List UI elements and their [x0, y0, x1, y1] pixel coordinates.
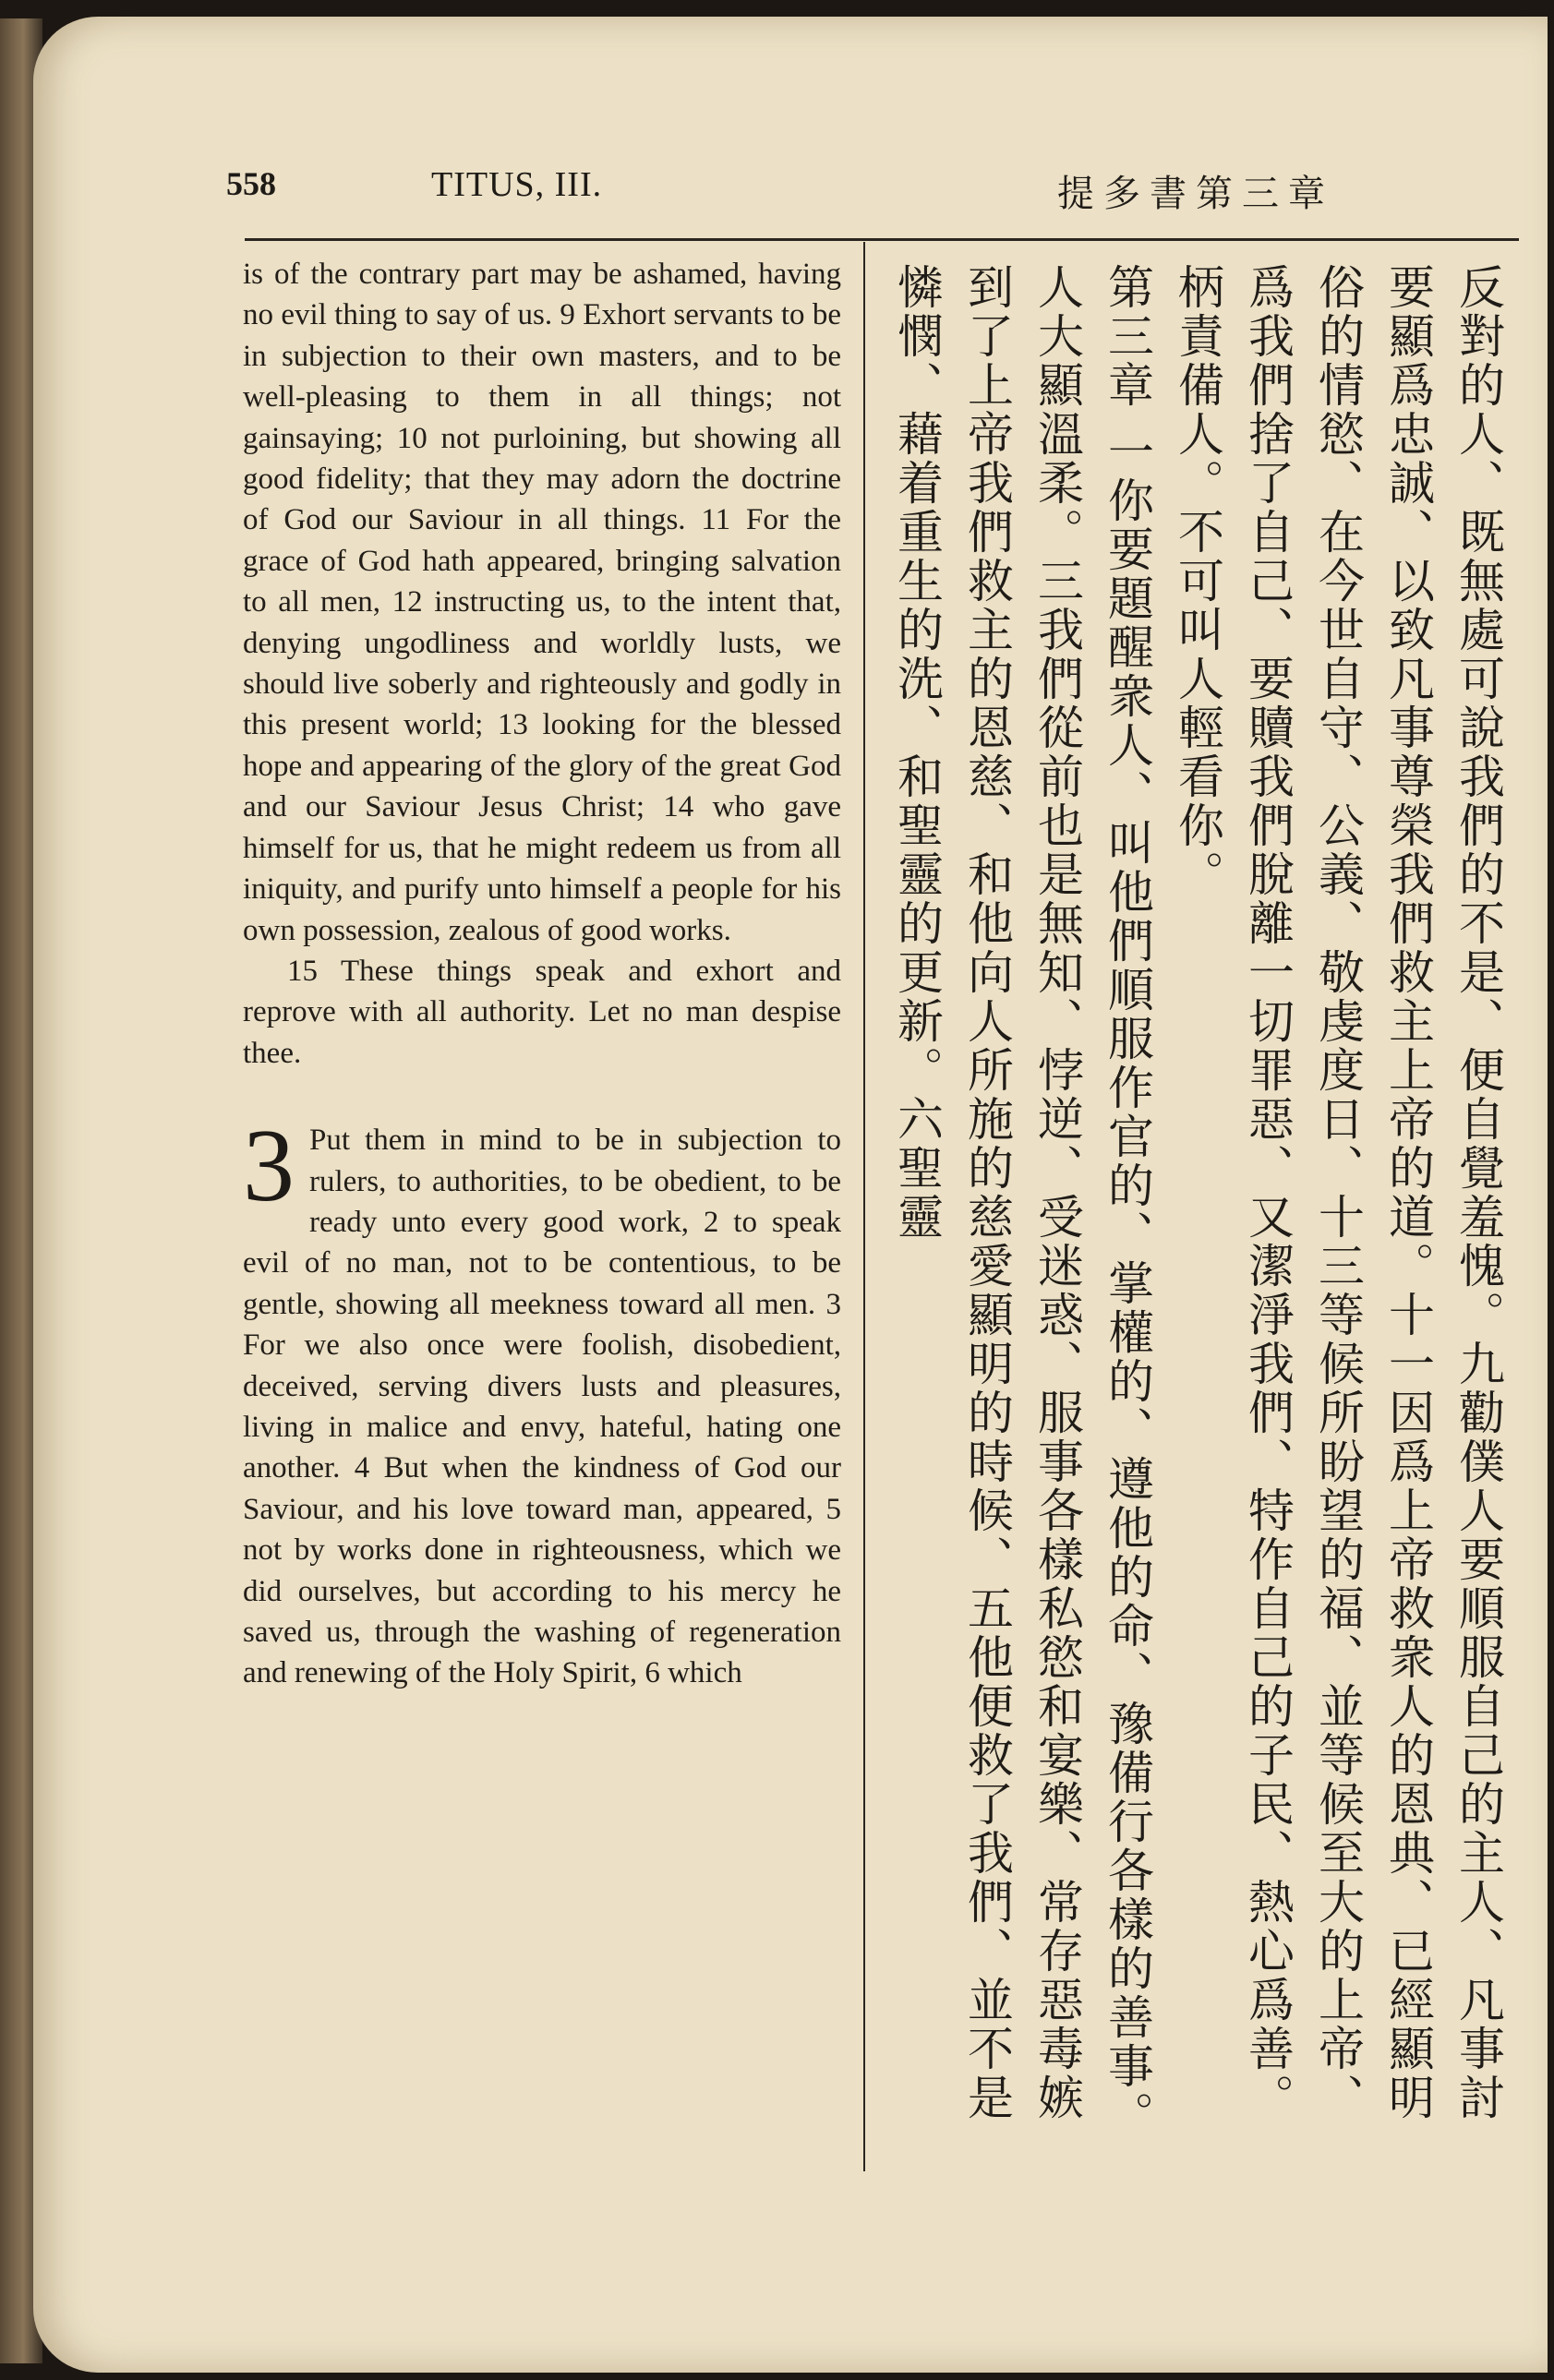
page-header: [226, 164, 1334, 220]
chinese-line: 俗的情慾、在今世自守、公義、敬虔度日、十三等候所盼望的福、並等候至大的上帝、: [1311, 263, 1365, 2122]
chinese-line: 到了上帝我們救主的恩慈、和他向人所施的慈愛顯明的時候、五他便救了我們、並不是: [960, 263, 1014, 2122]
chinese-line: 憐憫、藉着重生的洗、和聖靈的更新。六聖靈: [890, 263, 944, 1242]
english-column: [243, 254, 841, 1694]
english-paragraph: Put them in mind to be in subjection to rulers, to authorities, to be obedient, to be ready unto every good work, 2 to speak evil of no man, not to be contentious, to be gentle, showing all meekness toward all men. 3 For we also once were foolish, disobedient, deceived, serving divers lusts and pleasures, living in malice and envy, hateful, hating one another. 4 But when the kindness of God our Saviour, and his love toward man, appeared, 5 not by works done in righteousness, which we did ourselves, but according to his mercy he saved us, through the washing of regeneration and renewing of the Holy Spirit, 6 which: [243, 1124, 841, 1690]
chinese-title: 提多書第三章: [1057, 173, 1334, 215]
english-paragraph: 15 These things speak and exhort and reprove with all authority. Let no man despise thee.: [243, 954, 841, 1070]
chapter-number: 3: [243, 1109, 295, 1224]
chinese-column: [886, 263, 1505, 2165]
chinese-line: 第三章 一你要題醒衆人、叫他們順服作官的、掌權的、遵他的命、豫備行各樣的善事。: [1101, 263, 1154, 2140]
chinese-line: 人大顯溫柔。三我們從前也是無知、悖逆、受迷惑、服事各樣私慾和宴樂、常存惡毒嫉: [1030, 263, 1084, 2122]
chinese-line: 爲我們捨了自己、要贖我們脫離一切罪惡、又潔淨我們、特作自己的子民、熱心爲善。: [1241, 263, 1295, 2122]
chinese-line: 柄責備人。不可叫人輕看你。: [1171, 263, 1224, 899]
header-rule: [245, 238, 1519, 241]
english-paragraph: is of the contrary part may be ashamed, having no evil thing to say of us. 9 Exhort servants to be in subjection to their own masters, and to be well-pleasing to them in all things; not gainsaying; 10 not purloining, but showing all good fidelity; that they may adorn the doctrine of God our Saviour in all things. 11 For the grace of God hath appeared, bringing salvation to all men, 12 instructing us, to the intent that, denying ungodliness and worldly lusts, we should live soberly and righteously and godly in this present world; 13 looking for the blessed hope and appearing of the glory of the great God and our Saviour Jesus Christ; 14 who gave himself for us, that he might redeem us from all iniquity, and purify unto himself a people for his own possession, zealous of good works.: [243, 258, 841, 947]
book-title: TITUS, III.: [431, 165, 603, 204]
chinese-line: 反對的人、既無處可說我們的不是、便自覺羞愧。九勸僕人要順服自己的主人、凡事討: [1452, 263, 1505, 2122]
page-number: 558: [226, 165, 276, 202]
chinese-line: 要顯爲忠誠、以致凡事尊榮我們救主上帝的道。十一因爲上帝救衆人的恩典、已經顯明: [1381, 263, 1435, 2122]
chapter-paragraph: [243, 1109, 841, 1694]
column-divider: [863, 242, 865, 2171]
